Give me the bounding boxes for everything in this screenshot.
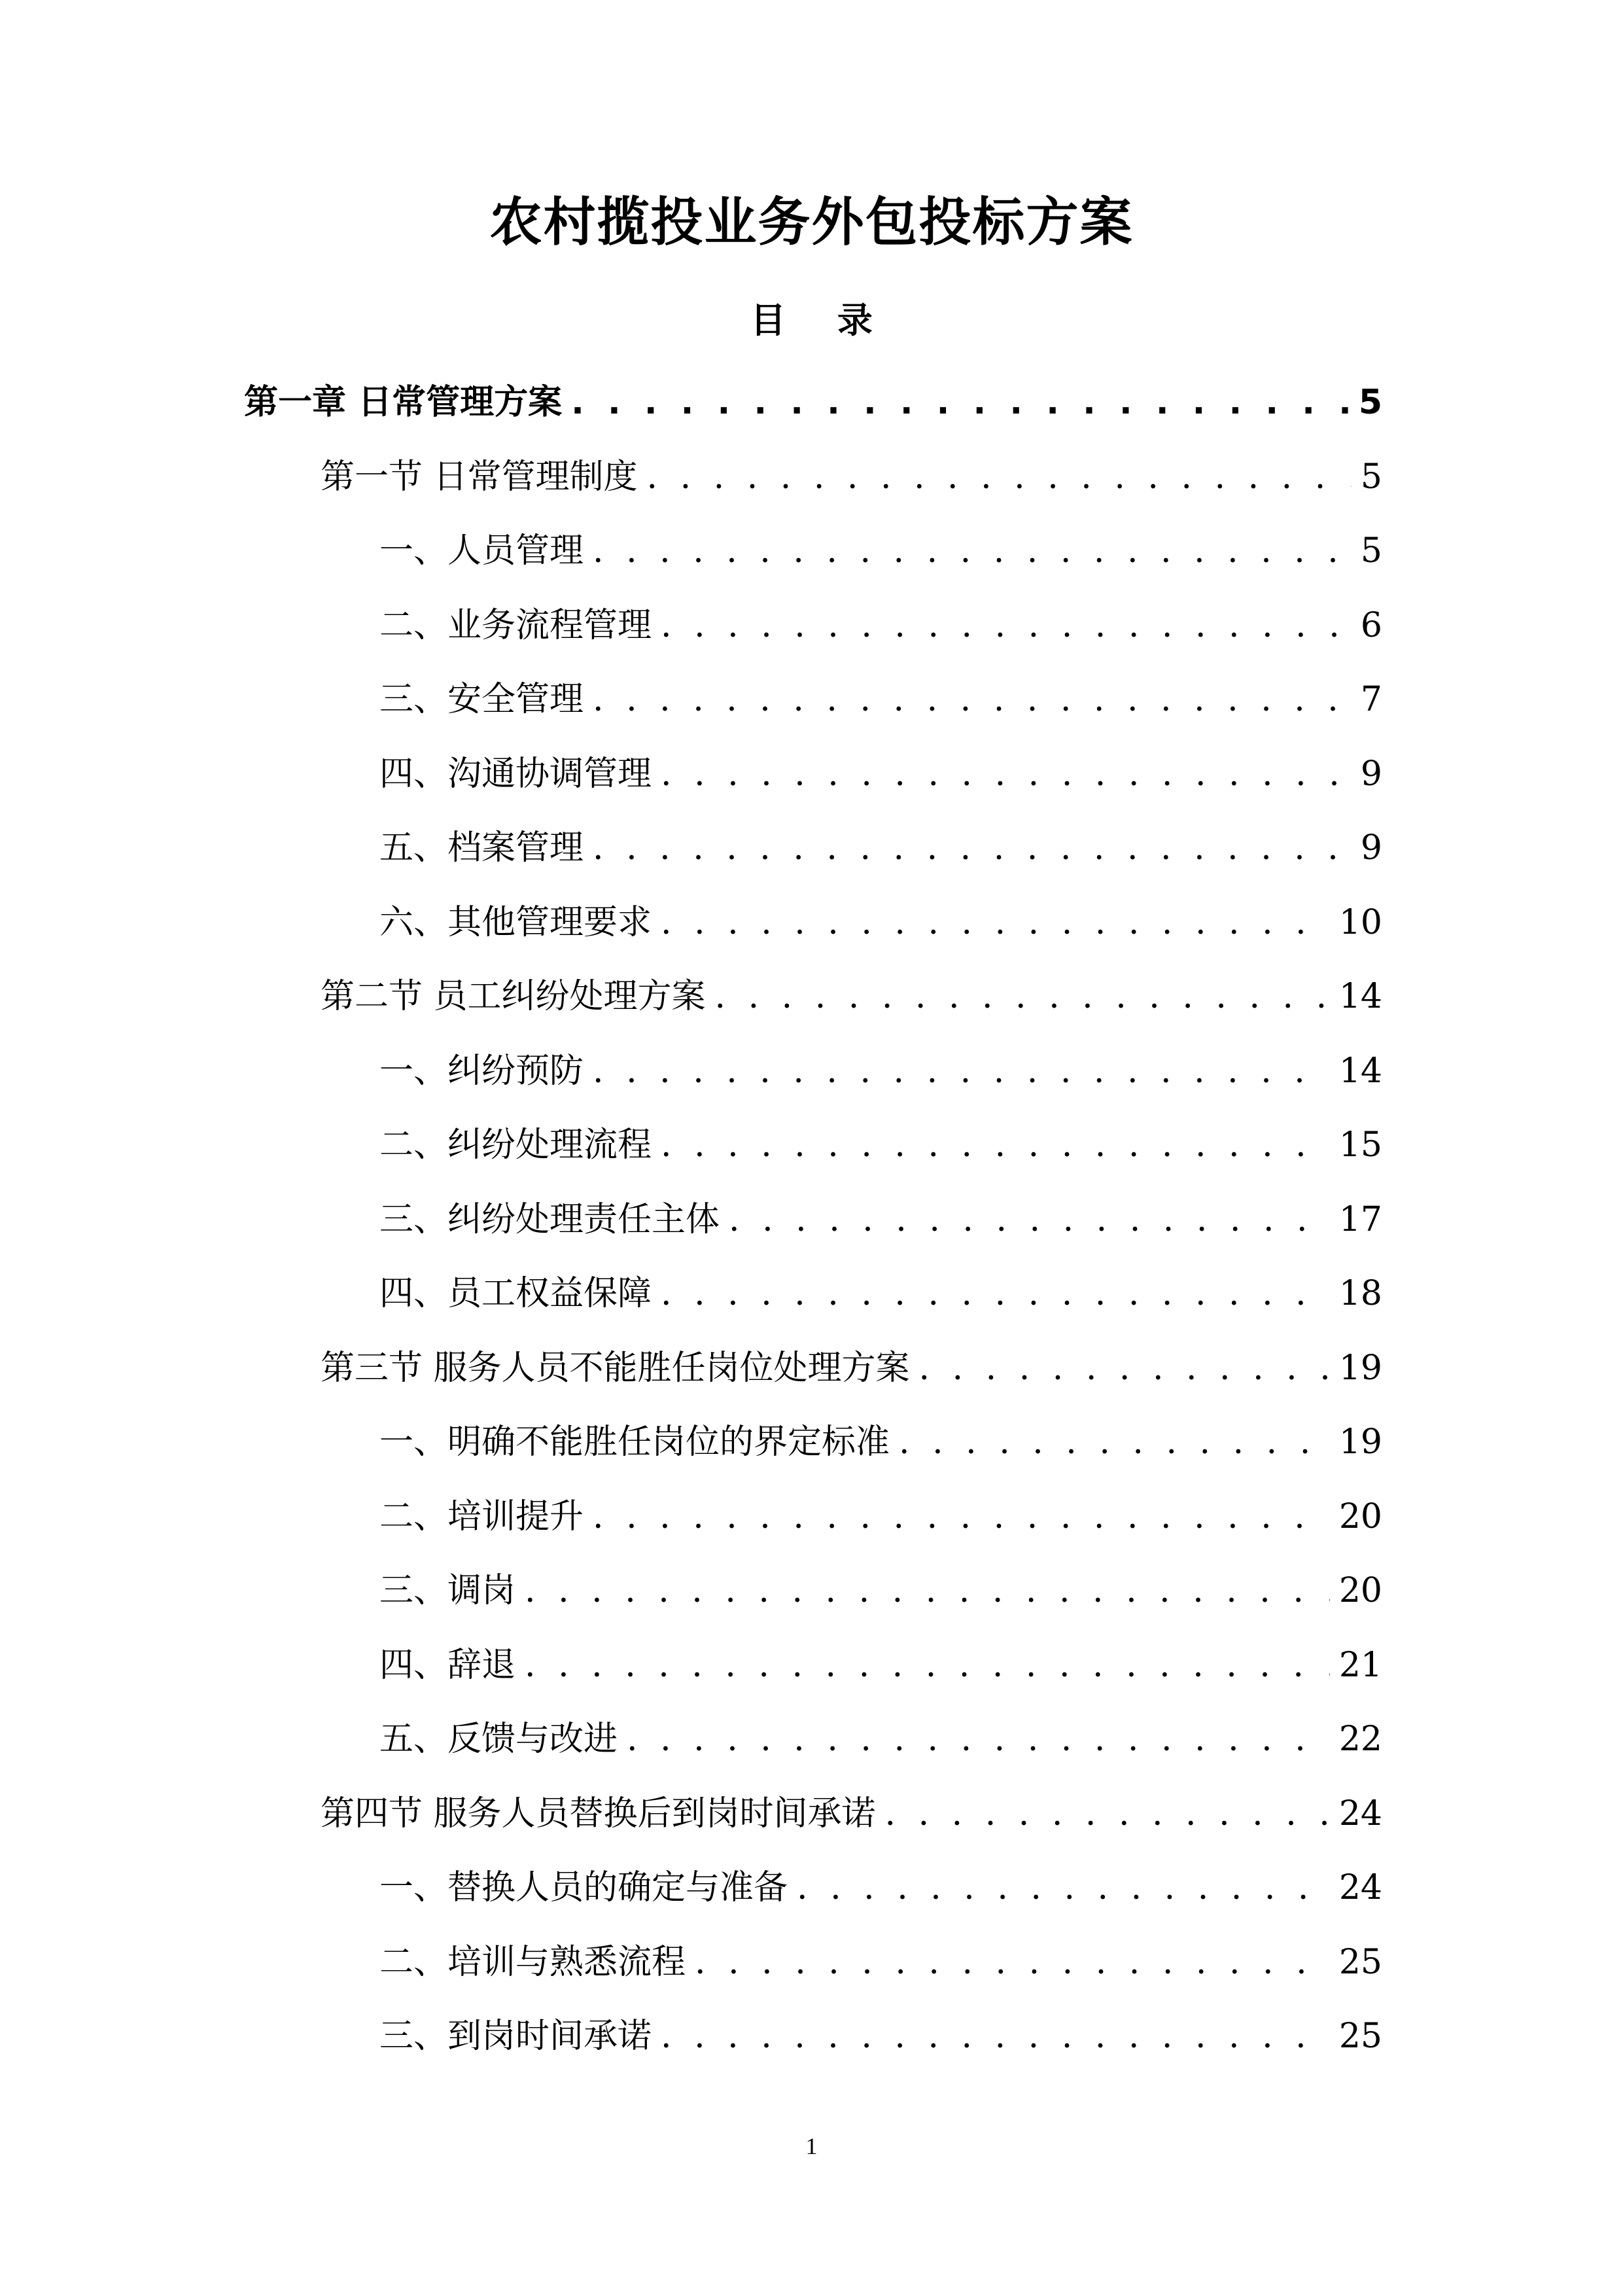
toc-entry[interactable] [321,1788,1382,1840]
toc-entry-page: 6 [1360,605,1382,645]
toc-heading: 目 录 [750,300,892,341]
toc-entry-page: 9 [1360,828,1382,868]
toc-entry[interactable] [379,1491,1382,1543]
toc-entry[interactable] [379,1416,1382,1468]
toc-entry[interactable] [379,1936,1382,1988]
toc-dot-leader [525,1564,1330,1617]
toc-entry[interactable] [379,748,1382,800]
toc-entry-text: 三、安全管理 [379,680,584,719]
toc-entry-page: 20 [1338,1496,1382,1536]
toc-entry-page: 17 [1338,1199,1382,1239]
toc-dot-leader [661,599,1352,652]
toc-dot-leader [661,1119,1330,1171]
toc-entry[interactable] [379,2010,1382,2062]
toc-dot-leader [899,1416,1330,1468]
toc-entry-text: 一、人员管理 [379,531,584,571]
toc-entry-page: 24 [1338,1793,1382,1833]
toc-entry-page: 20 [1338,1571,1382,1610]
toc-entry-text: 五、档案管理 [379,828,584,868]
toc-entry-page: 10 [1338,902,1382,942]
toc-dot-leader [593,1491,1330,1543]
document-title: 农村揽投业务外包投标方案 [489,192,1134,253]
toc-entry-page: 5 [1360,457,1382,497]
toc-entry-page: 9 [1360,754,1382,794]
toc-dot-leader [525,1639,1330,1691]
toc-entry-page: 15 [1338,1125,1382,1165]
toc-entry-text: 第二节 员工纠纷处理方案 [321,977,706,1016]
toc-dot-leader [593,1045,1330,1097]
toc-entry-page: 22 [1338,1720,1382,1759]
toc-entry[interactable] [379,1045,1382,1097]
toc-entry[interactable] [244,376,1382,429]
toc-entry[interactable] [379,1713,1382,1765]
page-number: 1 [805,2133,818,2159]
toc-dot-leader [885,1788,1330,1840]
toc-entry-text: 第三节 服务人员不能胜任岗位处理方案 [321,1348,910,1388]
toc-entry-page: 5 [1360,531,1382,571]
toc-entry-page: 14 [1338,977,1382,1016]
toc-entry-text: 一、纠纷预防 [379,1051,584,1091]
toc-entry[interactable] [379,673,1382,726]
toc-entry[interactable] [379,1267,1382,1320]
toc-entry-text: 二、培训提升 [379,1496,584,1536]
toc-entry[interactable] [379,525,1382,577]
toc-entry-text: 一、替换人员的确定与准备 [379,1868,788,1907]
toc-dot-leader [695,1936,1330,1988]
toc-entry-page: 25 [1338,1942,1382,1982]
toc-entry-text: 三、到岗时间承诺 [379,2017,652,2056]
toc-dot-leader [715,970,1330,1023]
toc-dot-leader [571,376,1350,429]
toc-entry[interactable] [321,1342,1382,1394]
toc-entry-text: 第四节 服务人员替换后到岗时间承诺 [321,1793,876,1833]
toc-entry-page: 14 [1338,1051,1382,1091]
toc-entry[interactable] [379,1119,1382,1171]
toc-dot-leader [661,748,1352,800]
toc-entry-text: 四、员工权益保障 [379,1274,652,1313]
toc-entry-text: 二、业务流程管理 [379,605,652,645]
toc-entry-text: 四、沟通协调管理 [379,754,652,794]
toc-dot-leader [661,1267,1330,1320]
toc-entry-text: 四、辞退 [379,1645,516,1685]
toc-dot-leader [593,822,1352,874]
toc-entry-page: 5 [1358,383,1382,422]
toc-dot-leader [593,525,1352,577]
toc-entry-text: 三、纠纷处理责任主体 [379,1199,720,1239]
toc-dot-leader [627,1713,1330,1765]
toc-entry-page: 18 [1338,1274,1382,1313]
toc-entry[interactable] [379,1564,1382,1617]
toc-entry-text: 二、培训与熟悉流程 [379,1942,686,1982]
toc-entry[interactable] [379,599,1382,652]
toc-entry-page: 21 [1338,1645,1382,1685]
toc-entry-text: 三、调岗 [379,1571,516,1610]
toc-entry[interactable] [379,896,1382,949]
toc-dot-leader [661,896,1330,949]
toc-entry[interactable] [321,970,1382,1023]
toc-entry-text: 第一章 日常管理方案 [244,383,563,422]
toc-entry-page: 19 [1338,1348,1382,1388]
toc-entry[interactable] [379,822,1382,874]
toc-dot-leader [661,2010,1330,2062]
toc-entry-text: 六、其他管理要求 [379,902,652,942]
toc-dot-leader [729,1193,1330,1246]
toc-entry-page: 19 [1338,1422,1382,1462]
toc-entry-text: 二、纠纷处理流程 [379,1125,652,1165]
toc-dot-leader [593,673,1352,726]
toc-entry[interactable] [379,1639,1382,1691]
toc-entry[interactable] [379,1862,1382,1914]
toc-entry-text: 第一节 日常管理制度 [321,457,638,497]
toc-dot-leader [647,451,1352,503]
toc-entry-page: 24 [1338,1868,1382,1907]
toc-entry-text: 五、反馈与改进 [379,1720,618,1759]
toc-entry-text: 一、明确不能胜任岗位的界定标准 [379,1422,890,1462]
toc-dot-leader [797,1862,1330,1914]
toc-entry[interactable] [379,1193,1382,1246]
toc-entry-page: 25 [1338,2017,1382,2056]
toc-entry[interactable] [321,451,1382,503]
toc-entry-page: 7 [1360,680,1382,719]
toc-dot-leader [919,1342,1330,1394]
